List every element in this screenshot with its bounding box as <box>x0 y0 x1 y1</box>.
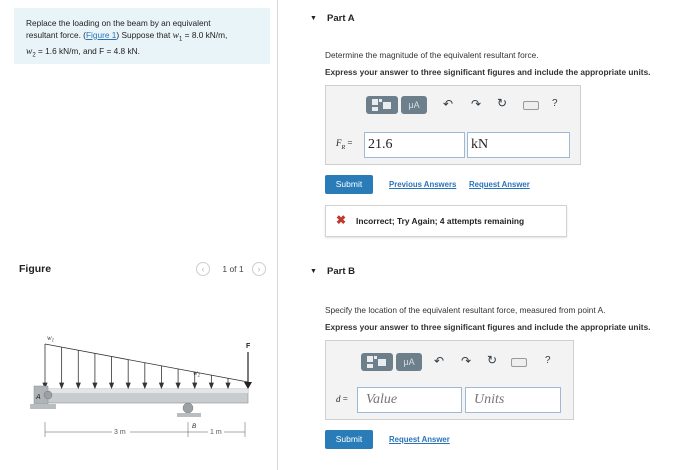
force-value: , and F = 4.8 kN. <box>78 45 140 56</box>
w2-value: = 1.6 kN/m <box>35 45 79 56</box>
support-a-pin <box>44 391 52 399</box>
part-b-submit-button[interactable]: Submit <box>325 430 373 449</box>
load-arrowhead <box>209 383 213 388</box>
undo-icon[interactable]: ↶ <box>434 354 445 368</box>
keyboard-icon[interactable] <box>511 358 527 367</box>
problem-line-2b: ) Suppose that <box>116 29 173 40</box>
problem-statement <box>26 18 270 62</box>
figure-link[interactable]: Figure 1 <box>85 29 117 40</box>
x-icon: ✖ <box>336 213 347 227</box>
templates-icon <box>366 96 398 114</box>
load-arrowhead <box>110 383 114 388</box>
load-arrowhead <box>176 383 180 388</box>
w2-label: $w_2$ <box>193 369 201 379</box>
feedback-message <box>325 205 567 237</box>
problem-line-2a: resultant force. ( <box>26 29 86 40</box>
reset-icon[interactable]: ↻ <box>487 353 498 367</box>
part-a-instruction: Express your answer to three significant figures and include the appropriate units. <box>325 67 651 77</box>
chevron-left-icon[interactable]: ‹ <box>196 262 210 276</box>
part-a-units-input[interactable]: kN <box>467 132 570 158</box>
load-top-line <box>45 344 248 382</box>
part-b-caret-icon[interactable]: ▼ <box>310 268 317 275</box>
part-b-units-input[interactable] <box>465 387 561 413</box>
force-f-label: F <box>246 343 251 350</box>
part-a-answer-box <box>325 85 581 165</box>
part-a-question: Determine the magnitude of the equivalent resultant force. <box>325 50 539 60</box>
units-button[interactable]: μA <box>396 353 422 371</box>
templates-button[interactable] <box>366 96 398 114</box>
w2-symbol: w <box>26 46 33 57</box>
part-b-question: Specify the location of the equivalent resultant force, measured from point A. <box>325 305 606 315</box>
part-a-title[interactable]: Part A <box>327 13 355 24</box>
reset-icon[interactable]: ↻ <box>497 96 508 110</box>
part-a-submit-button[interactable]: Submit <box>325 175 373 194</box>
load-arrowhead <box>60 383 64 388</box>
support-b-roller <box>183 403 193 413</box>
point-b-label: B <box>192 423 197 430</box>
templates-button[interactable] <box>361 353 393 371</box>
load-arrows <box>43 344 230 388</box>
load-arrowhead <box>143 383 147 388</box>
units-button[interactable]: μA <box>401 96 427 114</box>
load-arrowhead <box>226 383 230 388</box>
force-f-arrowhead <box>244 382 252 389</box>
previous-answers-link[interactable]: Previous Answers <box>389 180 457 189</box>
problem-line-1: Replace the loading on the beam by an equivalent <box>26 18 211 28</box>
templates-icon <box>361 353 393 371</box>
part-b-request-answer-link[interactable]: Request Answer <box>389 435 450 444</box>
part-a-value-input[interactable]: 21.6 <box>364 132 465 158</box>
redo-icon[interactable]: ↷ <box>471 97 482 111</box>
load-arrowhead <box>159 383 163 388</box>
part-b-variable-label: d = <box>336 394 348 404</box>
part-a-variable-label: $F_R$ = <box>336 138 353 151</box>
dim1-label: 3 m <box>114 429 126 436</box>
w1-label: $w_1$ <box>47 334 55 344</box>
part-b-answer-box <box>325 340 574 420</box>
support-a-base <box>30 404 56 409</box>
redo-icon[interactable]: ↷ <box>461 354 472 368</box>
beam-figure <box>20 322 270 452</box>
load-arrowhead <box>76 383 80 388</box>
dim2-label: 1 m <box>210 429 222 436</box>
part-b-title[interactable]: Part B <box>327 266 355 277</box>
w2-subscript: 2 <box>32 52 36 59</box>
load-arrowhead <box>193 383 197 388</box>
panel-divider <box>277 0 278 470</box>
feedback-text: Incorrect; Try Again; 4 attempts remaining <box>356 216 525 226</box>
part-a-request-answer-link[interactable]: Request Answer <box>469 180 530 189</box>
beam-highlight <box>40 389 248 393</box>
load-arrowhead <box>93 383 97 388</box>
w1-subscript: 1 <box>179 36 183 43</box>
part-b-value-input[interactable] <box>357 387 462 413</box>
part-a-caret-icon[interactable]: ▼ <box>310 15 317 22</box>
figure-page-indicator: 1 of 1 <box>222 264 244 274</box>
w1-value: = 8.0 kN/m, <box>182 29 228 40</box>
undo-icon[interactable]: ↶ <box>443 97 454 111</box>
w1-symbol: w <box>172 30 180 41</box>
keyboard-icon[interactable] <box>523 101 539 110</box>
point-a-label: A <box>36 394 41 401</box>
load-arrowhead <box>126 383 130 388</box>
help-icon[interactable]: ? <box>545 355 551 366</box>
part-b-instruction: Express your answer to three significant figures and include the appropriate units. <box>325 322 651 332</box>
chevron-right-icon[interactable]: › <box>252 262 266 276</box>
help-icon[interactable]: ? <box>552 98 558 109</box>
figure-title: Figure <box>19 263 52 275</box>
support-b-base <box>177 413 201 417</box>
figure-pager <box>196 262 268 278</box>
